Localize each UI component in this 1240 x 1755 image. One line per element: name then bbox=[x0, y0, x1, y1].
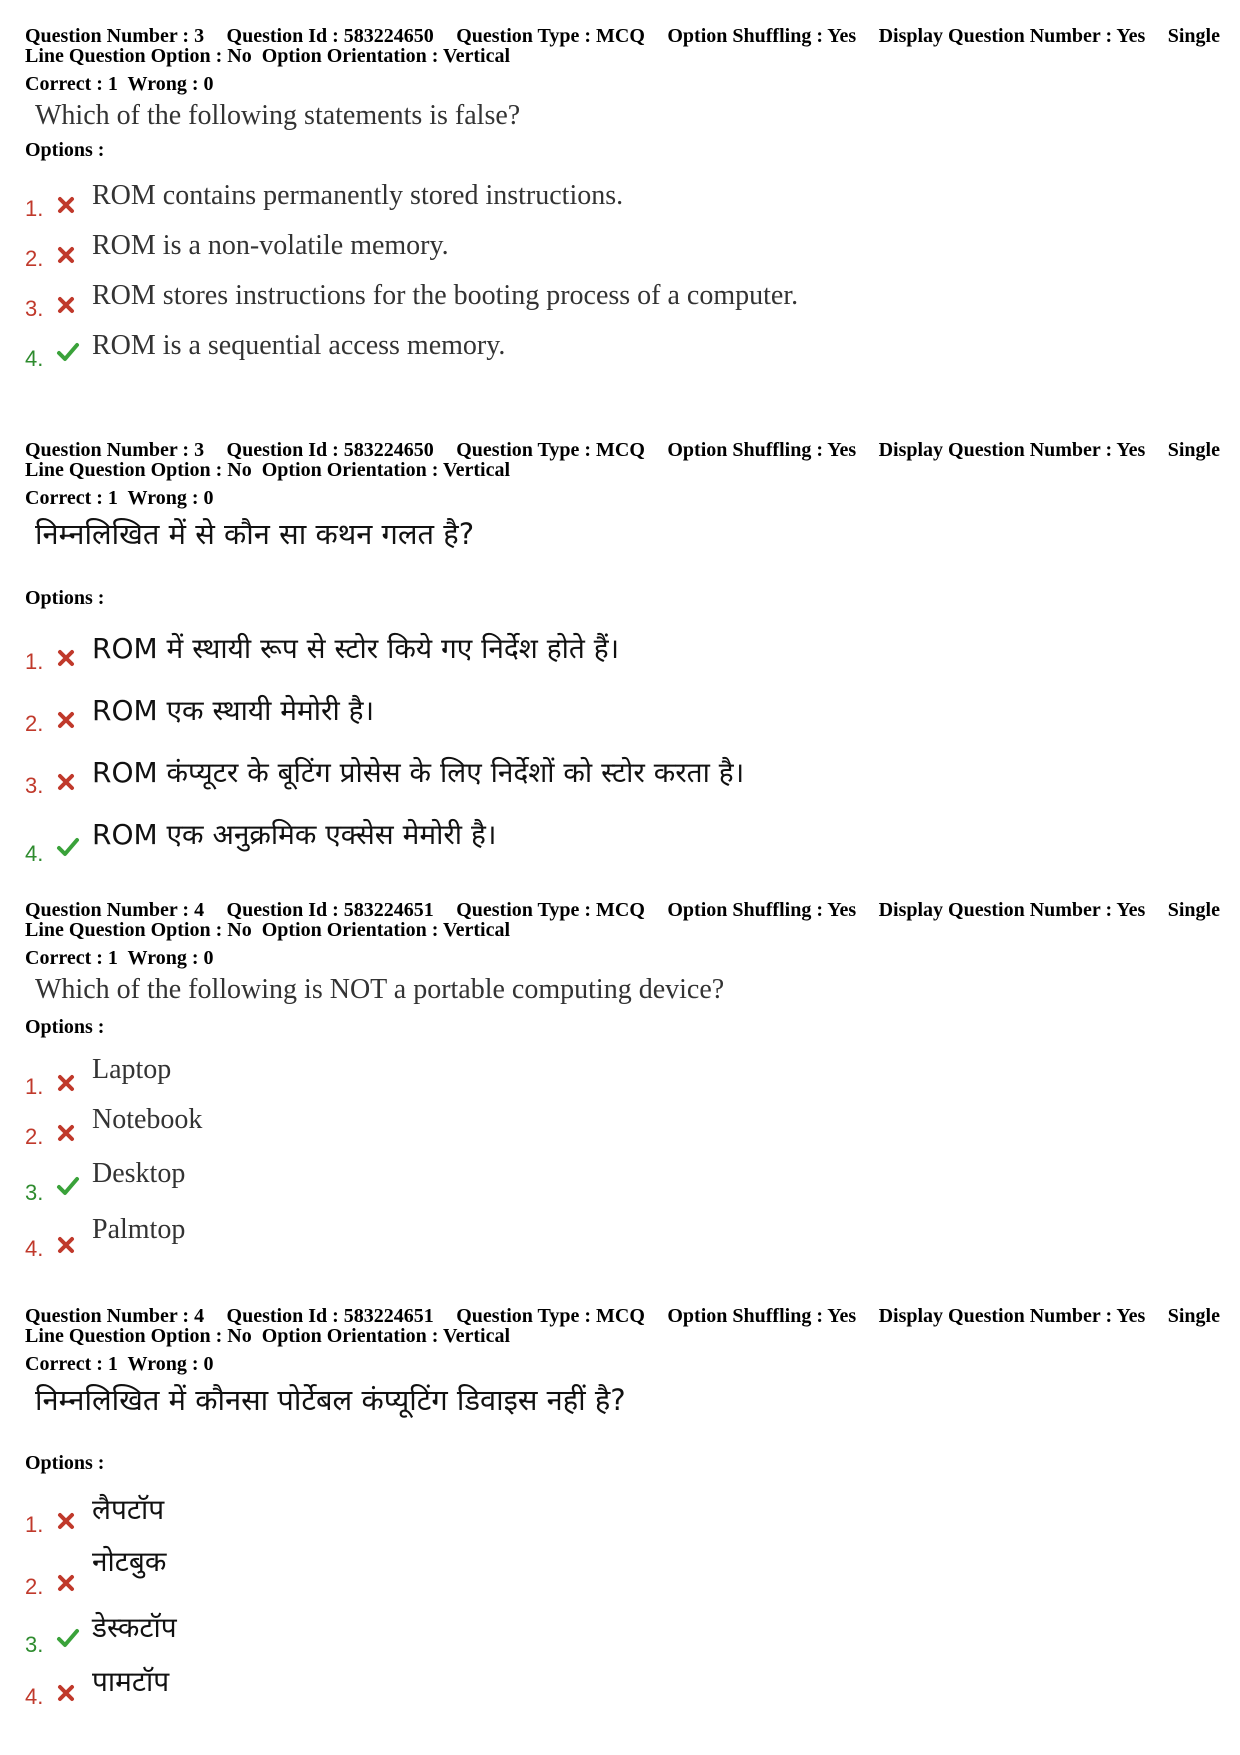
meta-question-type: Question Type : MCQ bbox=[456, 439, 645, 461]
option-2 bbox=[25, 1100, 1125, 1149]
option-number: 3. bbox=[25, 296, 44, 321]
meta-question-number: Question Number : 4 bbox=[25, 1305, 205, 1327]
cross-icon bbox=[56, 1123, 76, 1143]
cross-icon bbox=[56, 1573, 76, 1593]
option-text: ROM is a non-volatile memory. bbox=[92, 230, 449, 261]
option-text: ROM एक अनुक्रमिक एक्सेस मेमोरी है। bbox=[92, 818, 497, 851]
option-1 bbox=[25, 1486, 1125, 1537]
meta-single: Single bbox=[1167, 1305, 1220, 1327]
option-number: 4. bbox=[25, 841, 44, 866]
option-text: ROM is a sequential access memory. bbox=[92, 330, 506, 361]
question-text: Which of the following statements is false? bbox=[35, 100, 521, 131]
option-4 bbox=[25, 1658, 1125, 1709]
checkmark-icon bbox=[56, 1176, 80, 1196]
question-block bbox=[25, 25, 1220, 371]
option-3 bbox=[25, 274, 1125, 321]
option-text: ROM stores instructions for the booting process of a computer. bbox=[92, 280, 799, 311]
option-number: 1. bbox=[25, 649, 44, 674]
cross-icon bbox=[56, 1683, 76, 1703]
option-text: पामटॉप bbox=[92, 1665, 170, 1698]
meta-question-type: Question Type : MCQ bbox=[456, 1305, 645, 1327]
option-text: ROM एक स्थायी मेमोरी है। bbox=[92, 694, 375, 727]
meta-display-number: Display Question Number : Yes bbox=[878, 899, 1146, 921]
option-number: 3. bbox=[25, 773, 44, 798]
meta-line-2: Line Question Option : No Option Orientation : Vertical bbox=[25, 1325, 511, 1347]
option-number: 2. bbox=[25, 711, 44, 736]
checkmark-icon bbox=[56, 837, 80, 857]
option-text: ROM contains permanently stored instructions. bbox=[92, 180, 624, 211]
question-block bbox=[25, 439, 1220, 866]
cross-icon bbox=[56, 648, 76, 668]
cross-icon bbox=[56, 245, 76, 265]
cross-icon bbox=[56, 1235, 76, 1255]
cross-icon bbox=[56, 710, 76, 730]
question-meta bbox=[25, 26, 1220, 66]
meta-display-number: Display Question Number : Yes bbox=[878, 1305, 1146, 1327]
meta-option-shuffling: Option Shuffling : Yes bbox=[667, 899, 857, 921]
option-4 bbox=[25, 815, 1125, 866]
option-4 bbox=[25, 324, 1125, 371]
options-label: Options : bbox=[25, 1452, 105, 1474]
meta-question-type: Question Type : MCQ bbox=[456, 25, 645, 47]
option-2 bbox=[25, 1545, 1125, 1599]
option-3 bbox=[25, 1606, 1125, 1657]
meta-option-shuffling: Option Shuffling : Yes bbox=[667, 25, 857, 47]
option-number: 3. bbox=[25, 1180, 44, 1205]
option-number: 1. bbox=[25, 1074, 44, 1099]
meta-question-id: Question Id : 583224651 bbox=[226, 899, 434, 921]
option-number: 2. bbox=[25, 1124, 44, 1149]
score-info: Correct : 1 Wrong : 0 bbox=[25, 487, 214, 509]
option-2 bbox=[25, 685, 1125, 736]
meta-single: Single bbox=[1167, 439, 1220, 461]
meta-question-id: Question Id : 583224651 bbox=[226, 1305, 434, 1327]
option-1 bbox=[25, 623, 1125, 674]
option-number: 1. bbox=[25, 1512, 44, 1537]
option-number: 3. bbox=[25, 1632, 44, 1657]
option-2 bbox=[25, 224, 1125, 271]
question-block bbox=[25, 899, 1220, 1261]
meta-option-shuffling: Option Shuffling : Yes bbox=[667, 1305, 857, 1327]
score-info: Correct : 1 Wrong : 0 bbox=[25, 947, 214, 969]
meta-question-id: Question Id : 583224650 bbox=[226, 25, 434, 47]
option-text: Palmtop bbox=[92, 1214, 186, 1245]
options-label: Options : bbox=[25, 1016, 105, 1038]
options-label: Options : bbox=[25, 139, 105, 161]
checkmark-icon bbox=[56, 342, 80, 362]
score-info: Correct : 1 Wrong : 0 bbox=[25, 73, 214, 95]
cross-icon bbox=[56, 1073, 76, 1093]
meta-line-2: Line Question Option : No Option Orientation : Vertical bbox=[25, 919, 511, 941]
question-meta bbox=[25, 900, 1220, 940]
question-text: निम्नलिखित में कौनसा पोर्टेबल कंप्यूटिंग डिवाइस नहीं है? bbox=[35, 1383, 626, 1417]
option-number: 4. bbox=[25, 346, 44, 371]
question-text: Which of the following is NOT a portable computing device? bbox=[35, 974, 725, 1005]
cross-icon bbox=[56, 1511, 76, 1531]
option-text: लैपटॉप bbox=[92, 1493, 165, 1526]
option-text: ROM में स्थायी रूप से स्टोर किये गए निर्देश होते हैं। bbox=[92, 632, 620, 665]
option-1 bbox=[25, 174, 1125, 221]
meta-question-id: Question Id : 583224650 bbox=[226, 439, 434, 461]
meta-single: Single bbox=[1167, 25, 1220, 47]
option-number: 2. bbox=[25, 1574, 44, 1599]
question-block bbox=[25, 1305, 1220, 1709]
checkmark-icon bbox=[56, 1628, 80, 1648]
option-text: Notebook bbox=[92, 1104, 203, 1135]
question-text: निम्नलिखित में से कौन सा कथन गलत है? bbox=[35, 517, 475, 551]
meta-question-type: Question Type : MCQ bbox=[456, 899, 645, 921]
option-text: नोटबुक bbox=[92, 1545, 167, 1578]
option-3 bbox=[25, 1156, 1125, 1205]
meta-question-number: Question Number : 4 bbox=[25, 899, 205, 921]
option-number: 2. bbox=[25, 246, 44, 271]
meta-single: Single bbox=[1167, 899, 1220, 921]
option-3 bbox=[25, 747, 1125, 798]
meta-option-shuffling: Option Shuffling : Yes bbox=[667, 439, 857, 461]
cross-icon bbox=[56, 295, 76, 315]
meta-question-number: Question Number : 3 bbox=[25, 439, 205, 461]
option-number: 4. bbox=[25, 1236, 44, 1261]
question-meta bbox=[25, 440, 1220, 480]
options-label: Options : bbox=[25, 587, 105, 609]
meta-display-number: Display Question Number : Yes bbox=[878, 25, 1146, 47]
meta-line-2: Line Question Option : No Option Orientation : Vertical bbox=[25, 459, 511, 481]
meta-display-number: Display Question Number : Yes bbox=[878, 439, 1146, 461]
question-meta bbox=[25, 1306, 1220, 1346]
option-number: 1. bbox=[25, 196, 44, 221]
option-4 bbox=[25, 1212, 1125, 1261]
option-text: Laptop bbox=[92, 1054, 172, 1085]
option-1 bbox=[25, 1050, 1125, 1099]
score-info: Correct : 1 Wrong : 0 bbox=[25, 1353, 214, 1375]
option-text: Desktop bbox=[92, 1158, 186, 1189]
option-number: 4. bbox=[25, 1684, 44, 1709]
option-text: डेस्कटॉप bbox=[92, 1611, 177, 1644]
meta-line-2: Line Question Option : No Option Orientation : Vertical bbox=[25, 45, 511, 67]
cross-icon bbox=[56, 772, 76, 792]
option-text: ROM कंप्यूटर के बूटिंग प्रोसेस के लिए निर्देशों को स्टोर करता है। bbox=[92, 756, 745, 789]
meta-question-number: Question Number : 3 bbox=[25, 25, 205, 47]
cross-icon bbox=[56, 195, 76, 215]
